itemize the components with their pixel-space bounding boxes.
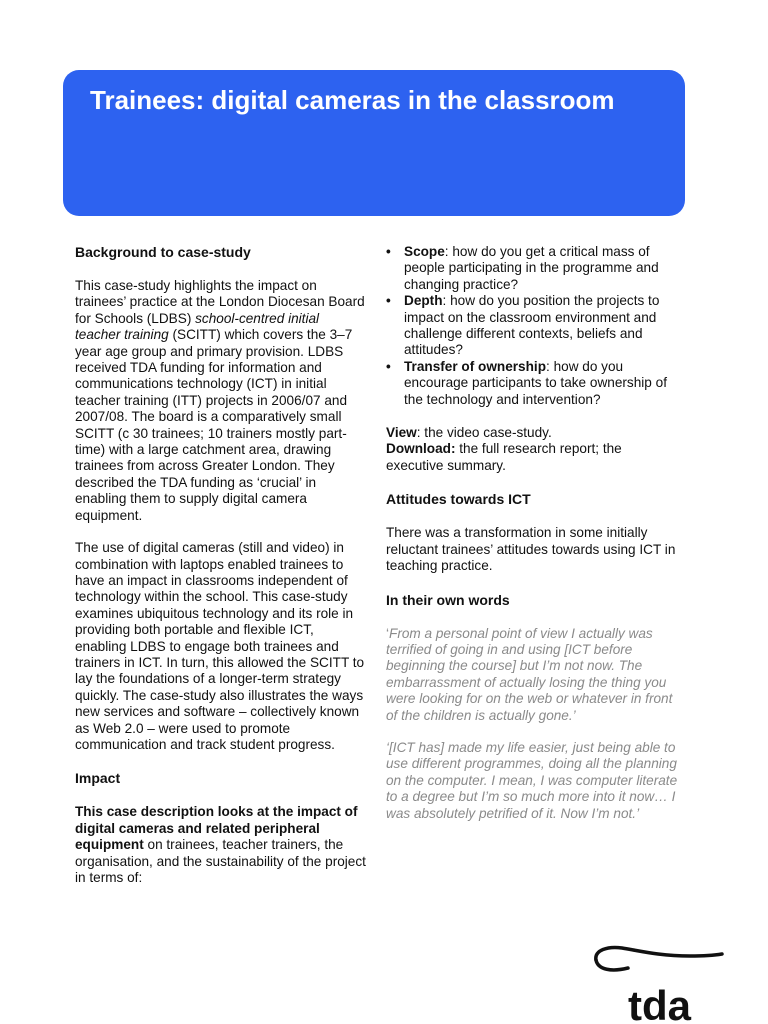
list-item-text: : how do you get a critical mass of people participating in the programme and changing practice? [404, 244, 659, 292]
list-item-term: Depth [404, 293, 443, 309]
download-line [386, 441, 682, 474]
list-item [386, 359, 682, 408]
list-item-term: Transfer of ownership [404, 358, 547, 374]
list-item [386, 293, 682, 359]
impact-heading: Impact [75, 770, 121, 787]
quote-2: ‘[ICT has] made my life easier, just being able to use different programmes, doing all the planning on the computer. I mean, I was computer literate to a degree but I’m so much more into it now… I was absolutely petrified of it. Now I’m not.’ [386, 739, 678, 821]
background-text-a: This case-study highlights the impact on trainees’ practice at the London Diocesan Board for Schools (LDBS) [75, 278, 365, 326]
title-banner [63, 70, 685, 216]
impact-rest-text: on trainees, teacher trainers, the organisation, and the sustainability of the project in terms of: [75, 837, 366, 885]
download-link[interactable]: Download: [386, 441, 456, 457]
right-column [386, 244, 682, 822]
impact-paragraph [75, 804, 367, 886]
view-line [386, 425, 682, 441]
own-words-heading: In their own words [386, 591, 510, 608]
left-column [75, 244, 367, 886]
page-title: Trainees: digital cameras in the classroom [90, 85, 615, 115]
quote-1-text: From a personal point of view I actually was terrified of going in and using [ICT before beginning the course] but I’m not now. The embarrassment of actually losing the thing you were looking for on the web or whatever in front of the children is actually gone.’ [386, 625, 673, 723]
quote-1-open-mark: ‘ [386, 625, 390, 641]
view-link[interactable]: View [386, 425, 417, 441]
list-item-term: Scope [404, 244, 445, 259]
impact-bold-text: This case description looks at the impact of digital cameras and related peripheral equipment [75, 804, 358, 853]
tda-logo [590, 942, 730, 1024]
attitudes-paragraph: There was a transformation in some initially reluctant trainees’ attitudes towards using ICT in teaching practice. [386, 525, 676, 574]
list-item-text: : how do you position the projects to impact on the classroom environment and challenge different contexts, beliefs and attitudes? [404, 293, 660, 358]
quote-1 [386, 626, 682, 724]
attitudes-heading: Attitudes towards ICT [386, 491, 531, 508]
download-text: the full research report; the executive summary. [386, 441, 622, 473]
impact-criteria-list [386, 244, 682, 408]
background-paragraph-1 [75, 278, 367, 524]
list-item-text: : how do you encourage participants to take ownership of the technology and intervention? [404, 358, 667, 407]
background-paragraph-2: The use of digital cameras (still and video) in combination with laptops enabled trainees to have an impact in classrooms independent of technology within the school. This case-study examines ubiquitous technology and its role in providing both portable and flexible ICT, enabling LDBS to engage both trainees and trainers in ICT. In turn, this allowed the SCITT to lay the foundations of a longer-term strategy quickly. The case-study also illustrates the ways new services and software – collectively known as Web 2.0 – were used to promote communication and track student progress. [75, 540, 365, 752]
list-item [386, 244, 682, 293]
view-text: : the video case-study. [416, 425, 552, 441]
background-text-b: (SCITT) which covers the 3–7 year age group and primary provision. LDBS received TDA funding for information and communications technology (ICT) in initial teacher training (ITT) projects in 2006/07 and 2007/08. The board is a comparatively small SCITT (c 30 trainees; 10 trainers mostly part-time) with a large catchment area, drawing trainees from across Greater London. They described the TDA funding as ‘crucial’ in enabling them to supply digital camera equipment. [75, 327, 353, 523]
logo-wordmark: tda [628, 982, 691, 1024]
background-heading: Background to case-study [75, 244, 251, 260]
scitt-term: school-centred initial teacher training [75, 310, 320, 343]
